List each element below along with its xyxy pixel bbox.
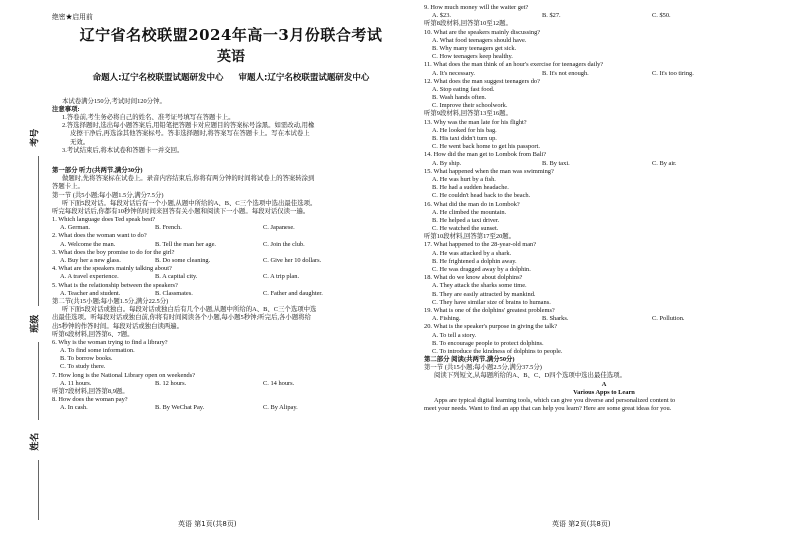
question-text: 12. What does the man suggest teenagers do? (424, 77, 540, 85)
question-text: 20. What is the speaker's purpose in giving the talk? (424, 323, 558, 331)
note-line: 无效。 (70, 138, 90, 146)
question-text: 4. What are the speakers mainly talking about? (52, 265, 172, 273)
option-a: A. He was hurt by a fish. (432, 175, 496, 183)
option-b: B. He had a sudden headache. (432, 184, 509, 192)
material-instruction: 听第8段材料,回答第10至12题。 (424, 20, 512, 28)
proposer: 命题人:辽宁名校联盟试题研发中心 (92, 72, 224, 83)
option-a: A. They attack the sharks some time. (432, 282, 527, 290)
footer-right: 英语 第2页(共8页) (552, 520, 611, 528)
reviewer: 审题人:辽宁名校联盟试题研发中心 (238, 72, 370, 83)
option-a: A. Welcome the man. (60, 240, 116, 248)
option-b: B. Wash hands often. (432, 94, 487, 102)
binding-sidebar (0, 0, 44, 545)
question-text: 8. How does the woman pay? (52, 396, 128, 404)
option-b: B. A capital city. (155, 273, 198, 281)
question-text: 18. What do we know about dolphins? (424, 274, 523, 282)
option-c: C. He watched the sunset. (432, 225, 499, 233)
sidebar-line (38, 460, 39, 520)
material-instruction: 听第10段材料,回答第17至20题。 (424, 233, 516, 241)
sidebar-line (38, 342, 39, 420)
option-c: C. How teenagers keep healthy. (432, 53, 513, 61)
option-a: A. By ship. (432, 159, 462, 167)
option-b: B. Do some cleaning. (155, 257, 211, 265)
material-instruction: 听第6段材料,回答第6、7题。 (52, 330, 134, 338)
option-b: B. To borrow books. (60, 355, 113, 363)
question-text: 6. Why is the woman trying to find a library? (52, 338, 168, 346)
question (52, 372, 410, 388)
question-text: 11. What does the man think of an hour's exercise for teenagers daily? (424, 61, 604, 69)
passage-text: meet your needs. Want to find an app that can help you learn? Here are some great ideas for you. (424, 405, 672, 413)
options-row (52, 257, 410, 265)
option-a: A. $23. (432, 12, 451, 20)
option-b: B. Classmates. (155, 289, 193, 297)
option-b: B. He frightened a dolphin away. (432, 257, 517, 265)
question (52, 282, 410, 298)
secret-tag: 绝密★启用前 (52, 14, 93, 21)
part2-section1-title: 第一节 (共15小题;每小题2.5分,满分37.5分) (424, 364, 542, 372)
passage-text: Apps are typical digital learning tools, which can give you diverse and personalized content to (434, 397, 676, 404)
option-a: A. A travel experience. (60, 273, 119, 281)
options-row (52, 241, 410, 249)
option-b: B. To encourage people to protect dolphins. (432, 339, 544, 347)
options-row (424, 70, 784, 78)
option-a: A. It's necessary. (432, 69, 475, 77)
note-line: 1.答卷前,考生务必将自己的姓名、准考证号填写在答题卡上。 (62, 114, 235, 122)
question-text: 10. What are the speakers mainly discussing? (424, 28, 541, 36)
material-instruction: 听第7段材料,回答第8,9题。 (52, 388, 129, 396)
option-c: C. Japanese. (263, 224, 295, 232)
question-text: 14. How did the man get to Lombok from Bali? (424, 151, 547, 159)
options-row (52, 380, 410, 388)
option-a: A. To tell a story. (432, 331, 477, 339)
question-text: 16. What did the man do in Lombok? (424, 200, 520, 208)
option-b: B. By WeChat Pay. (155, 404, 205, 412)
question-text: 19. What is one of the dolphins' greatest problems? (424, 306, 555, 314)
name-label: 姓名 (29, 432, 40, 451)
option-a: A. Stop eating fast food. (432, 85, 495, 93)
question-text: 2. What does the woman want to do? (52, 232, 147, 240)
option-c: C. 14 hours. (263, 379, 295, 387)
option-b: B. Tell the man her age. (155, 240, 217, 248)
question (52, 232, 410, 248)
option-b: B. Why many teenagers get sick. (432, 44, 517, 52)
option-c: C. Give her 10 dollars. (263, 257, 322, 265)
option-b: B. It's not enough. (542, 69, 589, 77)
option-c: C. It's too tiring. (652, 69, 694, 77)
section1-intro: 听下面5段对话。每段对话后有一个小题,从题中所给的A、B、C三个选项中选出最佳选项。 (62, 199, 317, 207)
part1-intro: 答题卡上。 (52, 183, 84, 191)
option-a: A. Buy her a new glass. (60, 257, 121, 265)
question (52, 396, 410, 412)
question-text: 5. What is the relationship between the speakers? (52, 281, 178, 289)
question (424, 151, 784, 167)
option-a: A. 11 hours. (60, 379, 92, 387)
option-c: C. Improve their schoolwork. (432, 102, 508, 110)
note-line: 2.答选择题时,选出每小题答案后,用铅笔把答题卡对应题目的答案标号涂黑。如需改动,用橡 (62, 122, 315, 130)
part2-title: 第二部分 阅读(共两节,满分50分) (424, 356, 515, 364)
section2-intro: 出最佳选项。听每段对话或独白前,你将有时间阅读各个小题,每小题5秒钟;听完后,各小题将给 (52, 314, 311, 322)
option-c: C. To introduce the kindness of dolphins to people. (432, 347, 563, 355)
options-row (424, 315, 784, 323)
question (52, 216, 410, 232)
section1-title: 第一节 (共5小题;每小题1.5分,满分7.5分) (52, 191, 164, 199)
options-row (52, 224, 410, 232)
option-a: A. German. (60, 224, 90, 232)
subject-title: 英语 (217, 48, 245, 65)
options-row (52, 273, 410, 281)
question-text: 13. Why was the man late for his flight? (424, 118, 527, 126)
section2-title: 第二节(共15小题;每小题1.5分,满分22.5分) (52, 297, 169, 305)
part1-title: 第一部分 听力(共两节,满分30分) (52, 166, 143, 174)
option-b: B. 12 hours. (155, 379, 187, 387)
exam-title: 辽宁省名校联盟2024年高一3月份联合考试 (79, 25, 383, 44)
part2-intro: 阅读下列短文,从每题所给的A、B、C、D四个选项中选出最佳选项。 (434, 372, 626, 380)
option-c: C. He went back home to get his passport. (432, 143, 540, 151)
option-c: C. Father and daughter. (263, 289, 323, 297)
option-a: A. Fishing. (432, 315, 461, 323)
option-a: A. To find some information. (60, 347, 135, 355)
option-c: C. By Alipay. (263, 404, 298, 412)
question (424, 4, 784, 20)
note-line: 皮擦干净后,再选涂其他答案标号。答非选择题时,将答案写在答题卡上。写在本试卷上 (70, 130, 310, 138)
part1-intro: 做题时,先将答案标在试卷上。录音内容结束后,你将有两分钟的时间将试卷上的答案转涂到 (62, 175, 315, 183)
question-text: 9. How much money will the waiter get? (424, 4, 529, 11)
option-b: B. He helped a taxi driver. (432, 216, 500, 224)
option-a: A. He climbed the mountain. (432, 208, 507, 216)
option-c: C. Pollution. (652, 315, 685, 323)
section2-intro: 出5秒钟的作答时间。每段对话或独白读两遍。 (52, 322, 184, 330)
option-c: C. $50. (652, 12, 671, 20)
left-column (52, 14, 410, 413)
footer-left: 英语 第1页(共8页) (178, 520, 237, 528)
options-row (52, 290, 410, 298)
option-c: C. By air. (652, 159, 677, 167)
question (424, 61, 784, 77)
option-c: C. They have similar size of brains to humans. (432, 298, 551, 306)
question (424, 307, 784, 323)
options-row (424, 160, 784, 168)
option-b: B. $27. (542, 12, 561, 20)
section2-intro: 听下面5段对话或独白。每段对话或独白后有几个小题,从题中所给的A、B、C三个选项中选 (62, 306, 317, 314)
option-b: B. Sharks. (542, 315, 569, 323)
option-b: B. They are easily attracted by mankind. (432, 290, 536, 298)
section1-intro: 听完每段对话后,你都有10秒钟的时间来回答有关小题和阅读下一小题。每段对话仅读一遍。 (52, 207, 310, 215)
question-text: 15. What happened when the man was swimming? (424, 167, 554, 175)
option-c: C. A trip plan. (263, 273, 300, 281)
question-text: 1. Which language does Ted speak best? (52, 216, 156, 224)
option-c: C. He was dragged away by a dolphin. (432, 266, 531, 273)
passage-title: Various Apps to Learn (573, 388, 635, 396)
option-b: B. French. (155, 224, 182, 232)
option-c: C. He couldn't head back to the beach. (432, 192, 531, 200)
option-b: B. His taxi didn't turn up. (432, 135, 497, 142)
options-row (52, 404, 410, 412)
option-b: B. By taxi. (542, 159, 570, 167)
option-c: C. Join the club. (263, 240, 305, 248)
note-line: 3.考试结束后,将本试卷和答题卡一并交回。 (62, 146, 184, 154)
option-a: A. In cash. (60, 404, 88, 412)
proposers-line (52, 73, 410, 84)
exam-number-label: 考号 (29, 128, 40, 147)
sidebar-line (38, 156, 39, 306)
right-column (424, 4, 784, 413)
material-instruction: 听第9段材料,回答第13至16题。 (424, 110, 512, 118)
question (52, 265, 410, 281)
question (52, 249, 410, 265)
notes-title: 注意事项: (52, 105, 80, 113)
option-a: A. He looked for his bag. (432, 126, 497, 134)
option-c: C. To study there. (60, 363, 106, 371)
question-text: 7. How long is the National Library open on weekends? (52, 371, 196, 379)
option-a: A. Teacher and student. (60, 289, 121, 297)
passage-letter: A (601, 380, 607, 388)
question-text: 3. What does the boy promise to do for the girl? (52, 248, 175, 256)
class-label: 班级 (29, 314, 40, 333)
question-text: 17. What happened to the 28-year-old man? (424, 241, 537, 249)
option-a: A. He was attacked by a shark. (432, 249, 512, 257)
exam-intro: 本试卷满分150分,考试时间120分钟。 (62, 97, 166, 105)
option-a: A. What food teenagers should have. (432, 36, 527, 44)
